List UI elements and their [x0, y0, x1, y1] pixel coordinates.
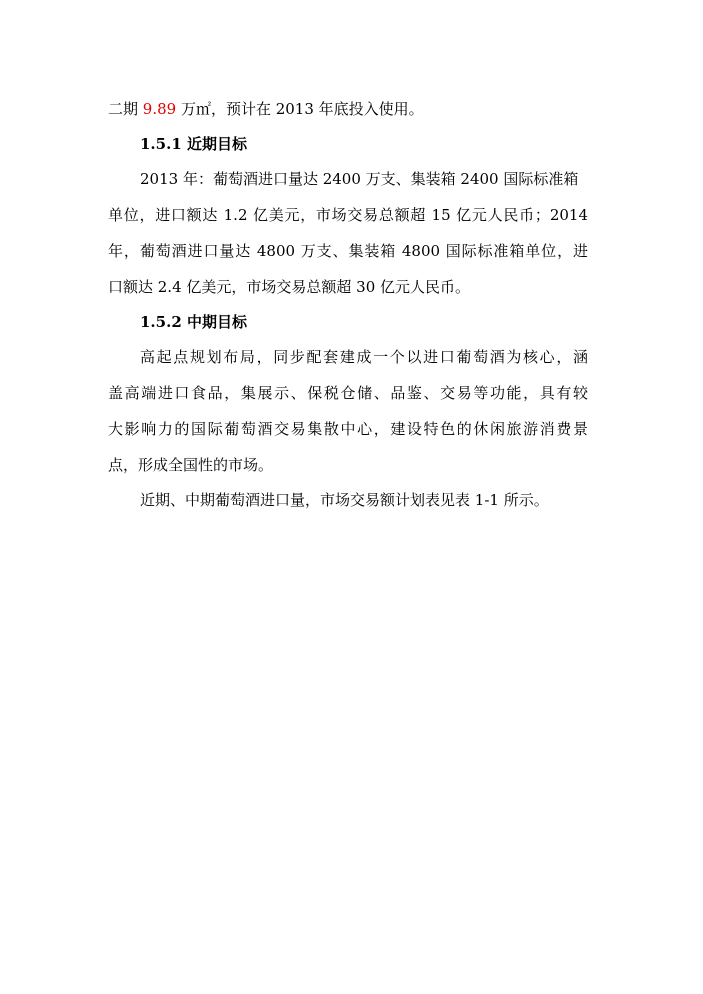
paragraph-line [108, 99, 588, 119]
paragraph-line: 盖高端进口食品，集展示、保税仓储、品鉴、交易等功能，具有较 [108, 384, 588, 402]
paragraph-line: 口额达 2.4 亿美元，市场交易总额超 30 亿元人民币。 [108, 278, 471, 296]
paragraph-line: 2013 年：葡萄酒进口量达 2400 万支、集装箱 2400 国际标准箱 [140, 170, 579, 188]
section-heading: 1.5.2 中期目标 [140, 313, 247, 331]
paragraph-line: 单位，进口额达 1.2 亿美元，市场交易总额超 15 亿元人民币；2014 [108, 206, 588, 224]
paragraph-line: 点，形成全国性的市场。 [108, 456, 274, 474]
paragraph-line: 近期、中期葡萄酒进口量，市场交易额计划表见表 1-1 所示。 [140, 491, 549, 509]
text-run: 万㎡，预计在 2013 年底投入使用。 [176, 100, 424, 118]
section-heading: 1.5.1 近期目标 [140, 135, 247, 153]
text-run: 二期 [108, 100, 143, 118]
highlighted-number: 9.89 [142, 100, 177, 118]
paragraph-line: 年，葡萄酒进口量达 4800 万支、集装箱 4800 国际标准箱单位，进 [108, 242, 588, 260]
paragraph-line: 高起点规划布局，同步配套建成一个以进口葡萄酒为核心，涵 [140, 348, 588, 366]
paragraph-line: 大影响力的国际葡萄酒交易集散中心，建设特色的休闲旅游消费景 [108, 420, 588, 438]
